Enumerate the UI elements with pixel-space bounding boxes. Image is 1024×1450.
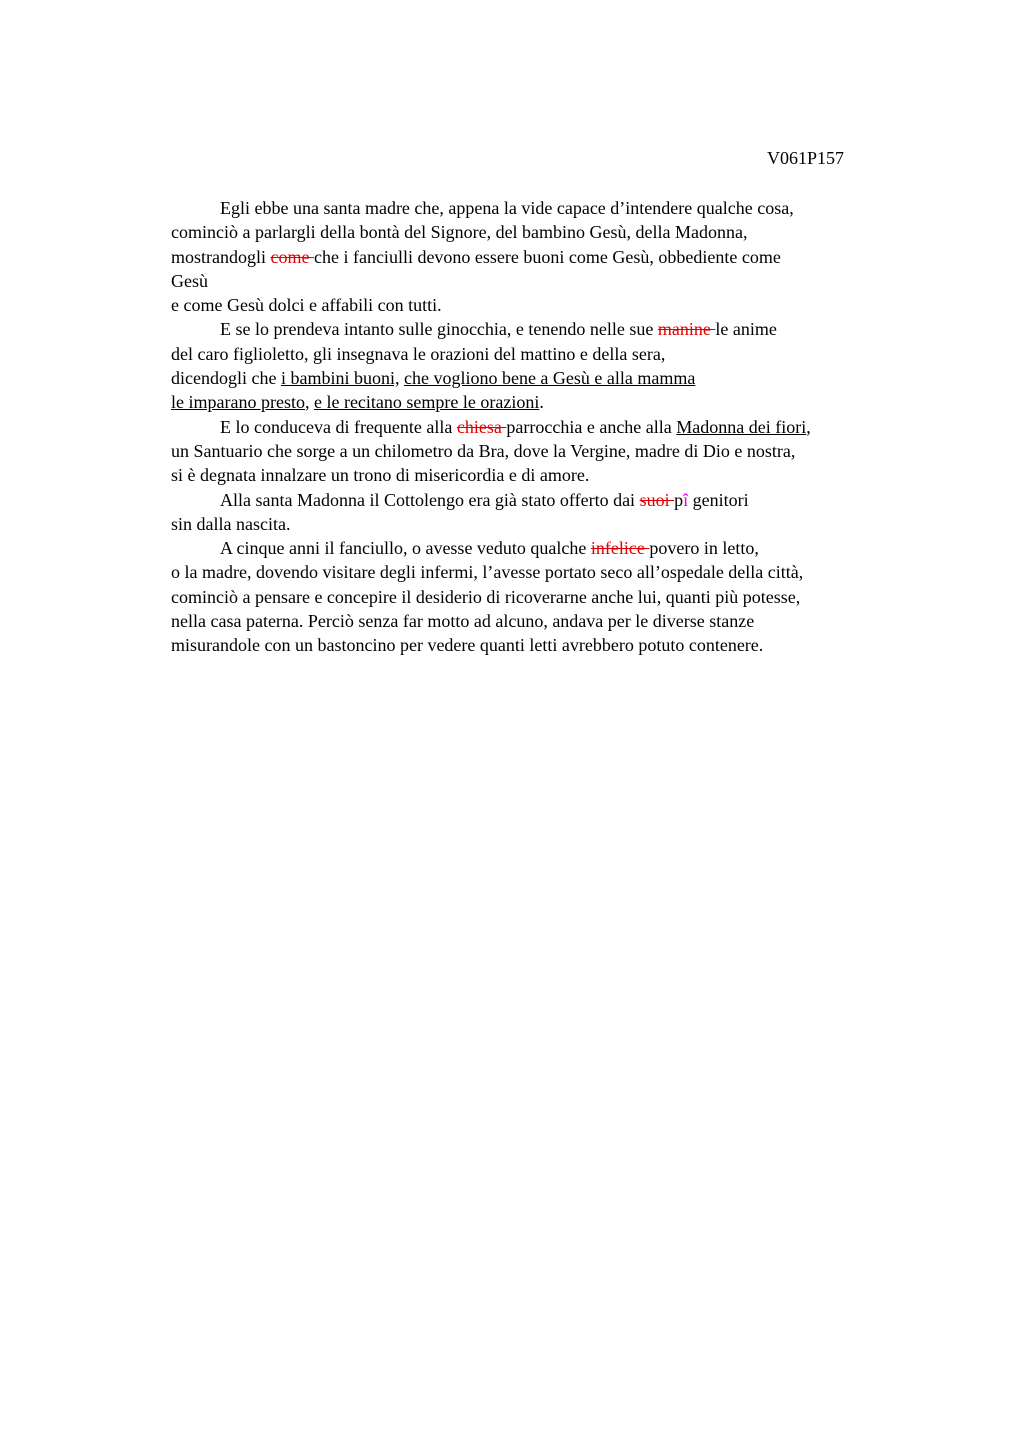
text-line (171, 390, 901, 414)
body-text (171, 196, 901, 658)
text-segment: Egli ebbe una santa madre che, appena la vide capace d’intendere qualche cosa, (220, 198, 794, 218)
text-segment: Alla santa Madonna il Cottolengo era già stato offerto dai (220, 489, 640, 510)
underlined-text: che vogliono bene a Gesù e alla mamma (403, 368, 696, 389)
text-segment: parrocchia e anche alla (506, 416, 677, 437)
text-segment: cominciò a parlargli della bontà del Signore, del bambino Gesù, della Madonna, (171, 222, 748, 243)
text-segment: misurandole con un bastoncino per vedere quanti letti avrebbero potuto contenere. (171, 635, 764, 656)
text-line (171, 439, 901, 463)
text-line (171, 269, 901, 293)
text-segment: le anime (715, 319, 777, 340)
text-line (171, 293, 901, 317)
text-line (171, 463, 901, 487)
underlined-text: Madonna dei fiori (676, 416, 807, 437)
text-line (171, 220, 901, 244)
deleted-text: suoi (639, 489, 675, 510)
text-segment: A cinque anni il fanciullo, o avesse veduto qualche (220, 538, 591, 559)
deleted-text: infelice (590, 538, 650, 559)
text-segment: si è degnata innalzare un trono di misericordia e di amore. (171, 465, 590, 486)
text-segment: p (674, 489, 684, 510)
text-segment: del caro figlioletto, gli insegnava le orazioni del mattino e della sera, (171, 343, 666, 364)
text-line (171, 512, 901, 536)
text-segment: , (806, 416, 811, 437)
text-segment: un Santuario che sorge a un chilometro da Bra, dove la Vergine, madre di Dio e nostra, (171, 440, 796, 461)
underlined-text: e le recitano sempre le orazioni (313, 392, 540, 413)
text-segment: mostrandogli (171, 246, 271, 267)
text-line (171, 633, 901, 657)
text-segment: dicendogli che (171, 368, 281, 389)
text-segment: e come Gesù dolci e affabili con tutti. (171, 295, 442, 316)
text-segment: , (304, 392, 314, 413)
text-segment: genitori (688, 489, 749, 510)
text-line (171, 245, 901, 269)
deleted-text: manine (657, 319, 716, 340)
underlined-text: i bambini buoni, (280, 368, 400, 389)
deleted-text: chiesa (456, 416, 507, 437)
text-line (171, 415, 901, 439)
text-segment: o la madre, dovendo visitare degli infermi, l’avesse portato seco all’ospedale della città, (171, 562, 804, 583)
underlined-text: le imparano presto (171, 392, 305, 413)
text-line (171, 196, 901, 220)
text-line (171, 585, 901, 609)
text-line (171, 609, 901, 633)
text-line (171, 342, 901, 366)
text-segment: che i fanciulli devono essere buoni come Gesù, obbediente come (313, 246, 781, 267)
text-line (171, 560, 901, 584)
text-segment: nella casa paterna. Perciò senza far motto ad alcuno, andava per le diverse stanze (171, 611, 755, 632)
text-line (171, 536, 901, 560)
text-segment: E se lo prendeva intanto sulle ginocchia, e tenendo nelle sue (220, 319, 658, 340)
text-segment: sin dalla nascita. (171, 513, 291, 534)
page-id: V061P157 (766, 148, 844, 168)
text-segment: cominciò a pensare e concepire il desiderio di ricoverarne anche lui, quanti più potesse, (171, 586, 801, 607)
text-segment: . (539, 392, 544, 413)
inserted-text: î (683, 489, 689, 510)
text-segment: E lo conduceva di frequente alla (220, 416, 457, 437)
deleted-text: come (270, 246, 314, 267)
text-line (171, 488, 901, 512)
text-line (171, 366, 901, 390)
text-segment: Gesù (171, 270, 208, 291)
text-line (171, 317, 901, 341)
text-segment: povero in letto, (649, 538, 759, 559)
